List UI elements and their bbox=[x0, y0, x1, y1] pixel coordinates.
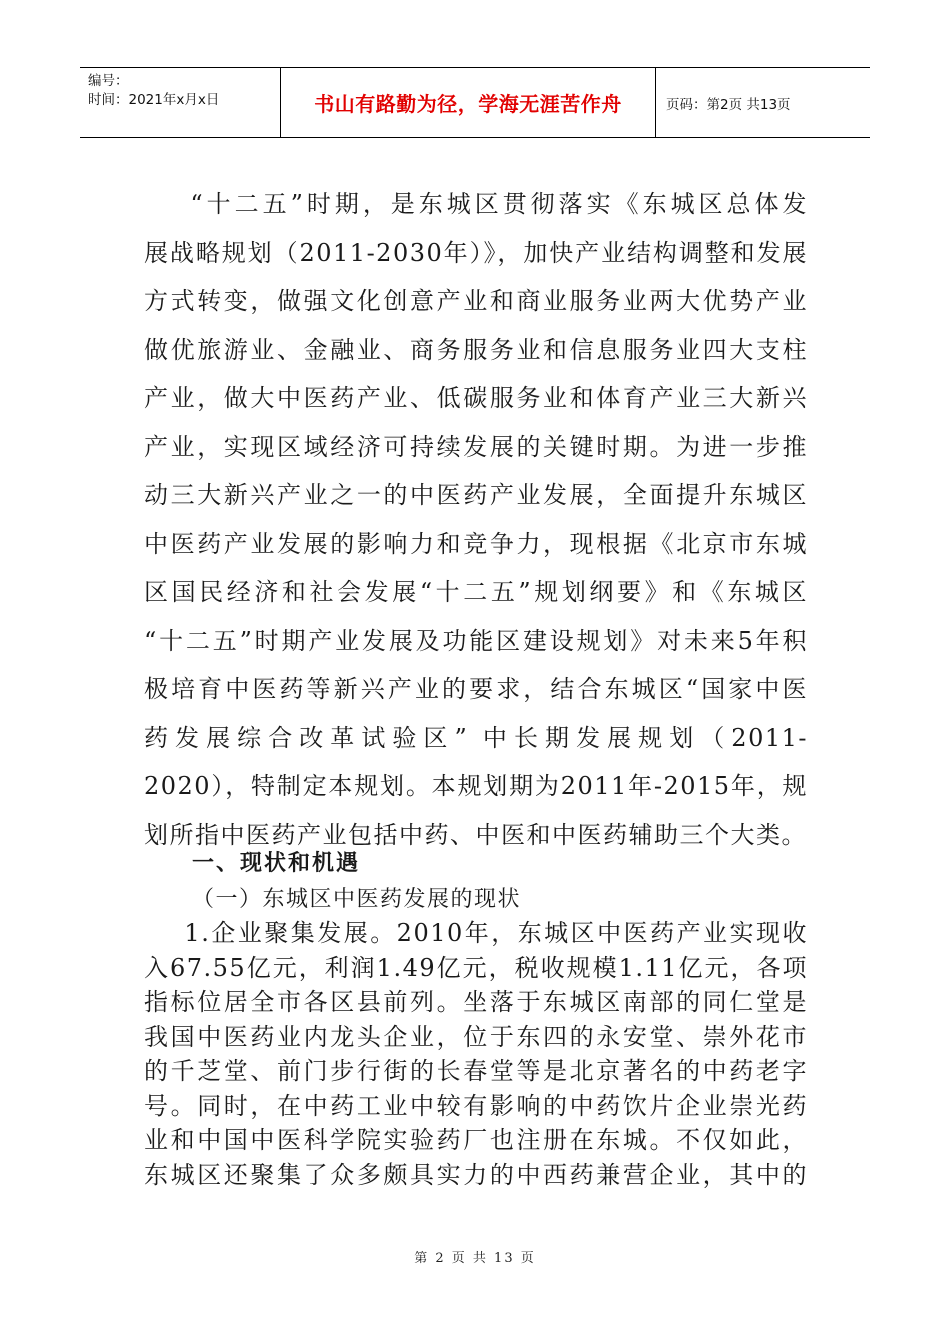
document-number-label: 编号： bbox=[88, 73, 129, 89]
text-line: 1.企业聚集发展。2010年，东城区中医药产业实现收 bbox=[144, 919, 808, 947]
paragraph-status bbox=[144, 916, 808, 1192]
text-line: “十二五”时期，是东城区贯彻落实《东城区总体发 bbox=[144, 190, 808, 218]
text-line: 我国中医药业内龙头企业，位于东四的永安堂、崇外花市 bbox=[144, 1022, 808, 1051]
text-line: 指标位居全市各区县前列。坐落于东城区南部的同仁堂是 bbox=[144, 988, 808, 1016]
text-line: “十二五”时期产业发展及功能区建设规划》对未来5年积 bbox=[144, 626, 808, 655]
section-heading: 一、现状和机遇 bbox=[192, 851, 361, 876]
text-line: 入67.55亿元，利润1.49亿元，税收规模1.11亿元，各项 bbox=[144, 953, 808, 982]
text-line: 动三大新兴产业之一的中医药产业发展，全面提升东城区 bbox=[144, 481, 808, 509]
text-line: 方式转变，做强文化创意产业和商业服务业两大优势产业 bbox=[144, 287, 808, 315]
text-line: 划所指中医药产业包括中药、中医和中医药辅助三个大类。 bbox=[144, 820, 807, 849]
text-line: 产业，做大中医药产业、低碳服务业和体育产业三大新兴 bbox=[144, 384, 808, 412]
text-line: 的千芝堂、前门步行街的长春堂等是北京著名的中药老字 bbox=[144, 1057, 808, 1085]
text-line: 产业，实现区域经济可持续发展的关键时期。为进一步推 bbox=[144, 432, 808, 461]
text-line: 展战略规划（2011-2030年）》，加快产业结构调整和发展 bbox=[144, 238, 808, 267]
text-line: 区国民经济和社会发展“十二五”规划纲要》和《东城区 bbox=[144, 578, 808, 606]
document-time-label: 时间：2021年x月x日 bbox=[88, 92, 220, 108]
text-line: 做优旅游业、金融业、商务服务业和信息服务业四大支柱 bbox=[144, 335, 808, 364]
text-line: 号。同时，在中药工业中较有影响的中药饮片企业崇光药 bbox=[144, 1091, 808, 1120]
text-line: 2020），特制定本规划。本规划期为2011年-2015年，规 bbox=[144, 772, 808, 800]
text-line: 药发展综合改革试验区” 中长期发展规划（2011- bbox=[144, 723, 808, 752]
text-line: 东城区还聚集了众多颇具实力的中西药兼营企业，其中的 bbox=[144, 1160, 808, 1189]
page-footer: 第 2 页 共 13 页 bbox=[414, 1251, 536, 1266]
subsection-heading: （一）东城区中医药发展的现状 bbox=[192, 887, 522, 912]
header-motto: 书山有路勤为径，学海无涯苦作舟 bbox=[281, 68, 656, 137]
page-header bbox=[80, 67, 870, 138]
header-page-info: 页码：第2页 共13页 bbox=[666, 96, 791, 113]
header-meta bbox=[80, 68, 281, 137]
text-line: 极培育中医药等新兴产业的要求，结合东城区“国家中医 bbox=[144, 675, 808, 703]
text-line: 中医药产业发展的影响力和竞争力，现根据《北京市东城 bbox=[144, 529, 808, 558]
text-line: 业和中国中医科学院实验药厂也注册在东城。不仅如此， bbox=[144, 1126, 808, 1154]
paragraph-intro bbox=[144, 180, 808, 859]
